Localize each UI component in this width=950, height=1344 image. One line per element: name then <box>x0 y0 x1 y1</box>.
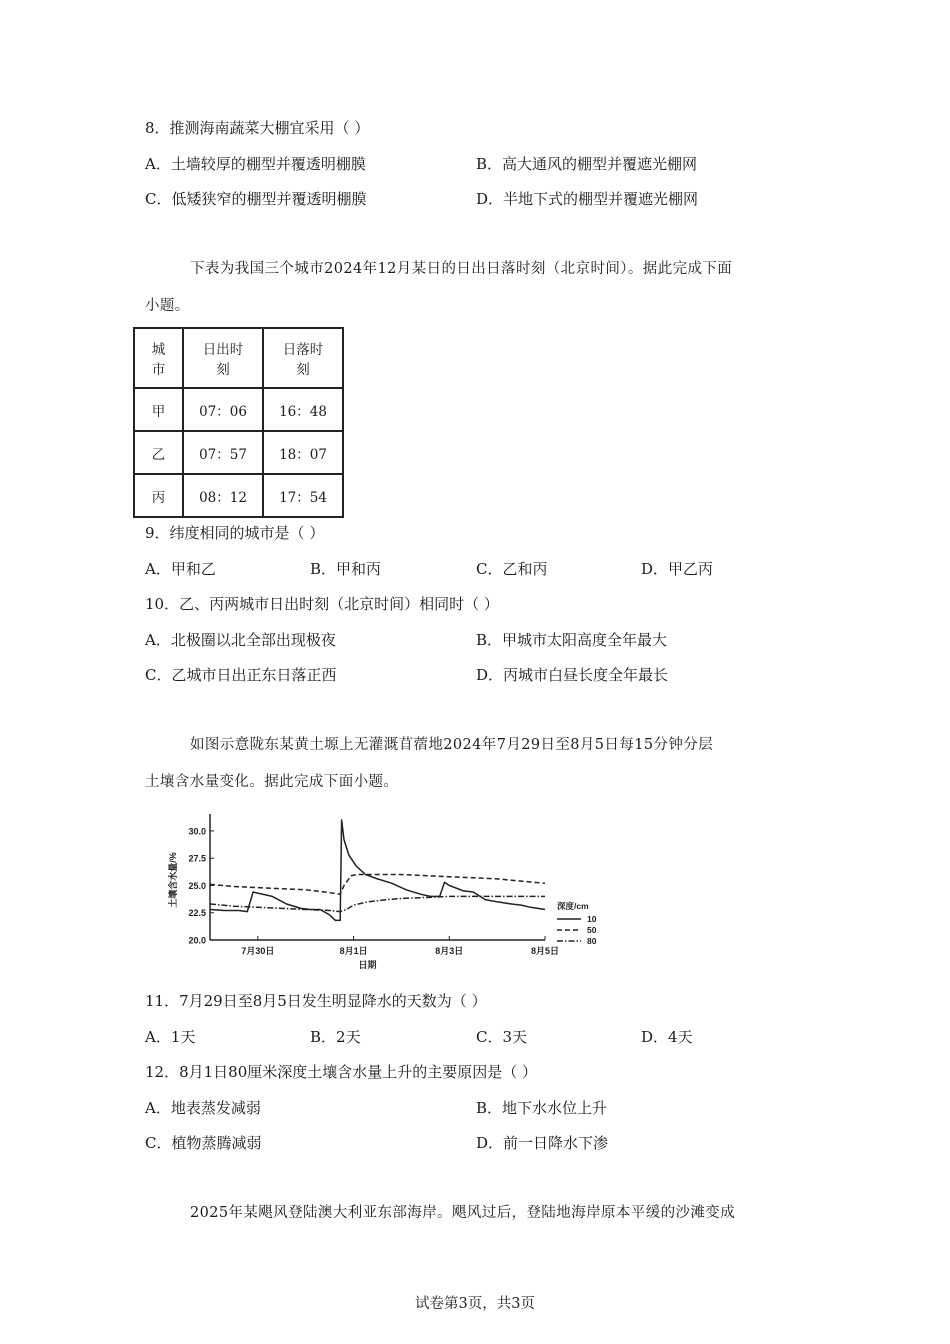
sunset-cell: 16：48 <box>263 388 343 431</box>
q8-option-a: A．土墙较厚的棚型并覆透明棚膜 <box>145 155 366 173</box>
q11-option-a: A．1天 <box>145 1028 196 1046</box>
q10-option-a: A．北极圈以北全部出现极夜 <box>145 631 336 649</box>
sunrise-cell: 08：12 <box>183 474 263 517</box>
intro-soil-line2: 土壤含水量变化。据此完成下面小题。 <box>145 774 399 790</box>
table-row <box>134 474 343 517</box>
legend-title: 深度/cm <box>557 901 589 911</box>
intro-sun-line1: 下表为我国三个城市2024年12月某日的日出日落时刻（北京时间）。据此完成下面 <box>190 261 733 277</box>
soil-moisture-chart <box>160 812 610 982</box>
city-cell: 丙 <box>134 474 183 517</box>
x-tick-label: 8月1日 <box>339 946 368 956</box>
intro-typhoon-line1: 2025年某飓风登陆澳大利亚东部海岸。飓风过后，登陆地海岸原本平缓的沙滩变成 <box>190 1205 736 1221</box>
x-tick-label: 8月5日 <box>530 946 560 956</box>
y-tick-label: 20.0 <box>188 935 206 946</box>
series-line-depth-80 <box>210 896 545 911</box>
page-footer: 试卷第3页，共3页 <box>415 1296 535 1312</box>
q10-option-c: C．乙城市日出正东日落正西 <box>145 666 337 684</box>
y-tick-label: 30.0 <box>188 826 206 837</box>
sunrise-table <box>133 327 344 518</box>
q8-option-d: D．半地下式的棚型并覆遮光棚网 <box>476 190 699 208</box>
q9-option-b: B．甲和丙 <box>310 560 382 578</box>
header-sunset: 日落时 刻 <box>263 328 343 388</box>
x-tick-label: 7月30日 <box>241 946 275 956</box>
header-sunrise: 日出时 刻 <box>183 328 263 388</box>
intro-sun-line2: 小题。 <box>145 298 190 314</box>
intro-soil-line1: 如图示意陇东某黄土塬上无灌溉苜蓿地2024年7月29日至8月5日每15分钟分层 <box>190 737 714 753</box>
header-city: 城 市 <box>134 328 183 388</box>
q10-option-d: D．丙城市白昼长度全年最长 <box>476 666 669 684</box>
q9-option-d: D．甲乙丙 <box>641 560 714 578</box>
legend-label-50: 50 <box>587 925 597 935</box>
table-row <box>134 431 343 474</box>
q10-stem: 10．乙、丙两城市日出时刻（北京时间）相同时（ ） <box>145 595 499 613</box>
series-line-depth-50 <box>210 875 545 895</box>
city-cell: 乙 <box>134 431 183 474</box>
q9-option-c: C．乙和丙 <box>476 560 548 578</box>
sunset-cell: 18：07 <box>263 431 343 474</box>
q11-stem: 11．7月29日至8月5日发生明显降水的天数为（ ） <box>145 992 487 1010</box>
q8-option-b: B．高大通风的棚型并覆遮光棚网 <box>476 155 698 173</box>
q8-option-c: C．低矮狭窄的棚型并覆透明棚膜 <box>145 190 367 208</box>
q9-option-a: A．甲和乙 <box>145 560 216 578</box>
q10-option-b: B．甲城市太阳高度全年最大 <box>476 631 668 649</box>
series-line-depth-10 <box>210 820 545 920</box>
y-axis-label: 土壤含水量/% <box>168 852 178 908</box>
x-tick-label: 8月3日 <box>435 946 464 956</box>
legend-label-80: 80 <box>587 936 597 946</box>
y-tick-label: 25.0 <box>188 880 206 891</box>
q9-stem: 9．纬度相同的城市是（ ） <box>145 524 325 542</box>
y-tick-label: 22.5 <box>188 908 206 919</box>
q12-option-d: D．前一日降水下渗 <box>476 1134 609 1152</box>
q11-option-b: B．2天 <box>310 1028 361 1046</box>
sunset-cell: 17：54 <box>263 474 343 517</box>
x-axis-label: 日期 <box>358 960 377 970</box>
sunrise-cell: 07：06 <box>183 388 263 431</box>
table-row <box>134 388 343 431</box>
q11-option-d: D．4天 <box>641 1028 693 1046</box>
q12-stem: 12．8月1日80厘米深度土壤含水量上升的主要原因是（ ） <box>145 1063 538 1081</box>
q12-option-a: A．地表蒸发减弱 <box>145 1099 261 1117</box>
y-tick-label: 27.5 <box>188 853 206 864</box>
q12-option-c: C．植物蒸腾减弱 <box>145 1134 262 1152</box>
q11-option-c: C．3天 <box>476 1028 528 1046</box>
q8-stem: 8．推测海南蔬菜大棚宜采用（ ） <box>145 119 370 137</box>
legend-label-10: 10 <box>587 914 597 924</box>
q12-option-b: B．地下水水位上升 <box>476 1099 608 1117</box>
sunrise-cell: 07：57 <box>183 431 263 474</box>
city-cell: 甲 <box>134 388 183 431</box>
